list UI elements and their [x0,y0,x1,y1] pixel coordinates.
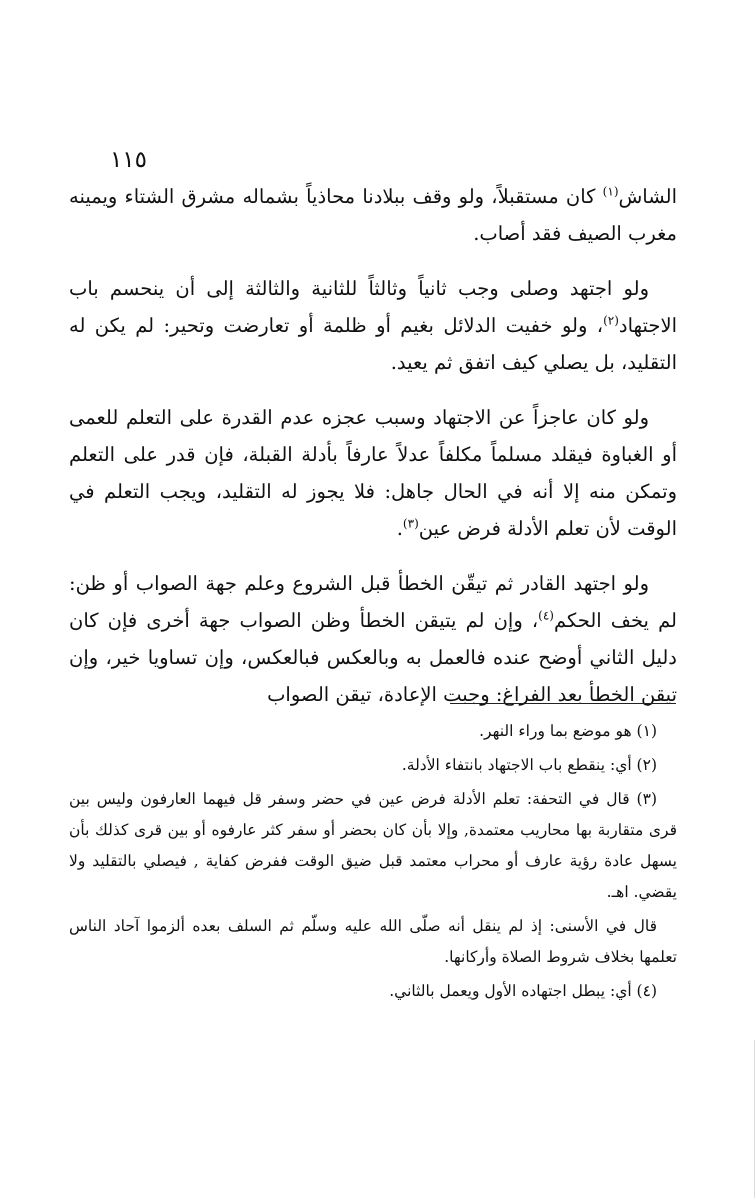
footnote-3: (٣) قال في التحفة: تعلم الأدلة فرض عين في حضر وسفر قل فيهما العارفون وليس بين قرى متقاربة بها محاريب معتمدة, وإلا بأن كان بحضر أو سفر كثر عارفوه أو بين قرى كذلك بأن يسهل عادة رؤية عارف أو محراب معتمد قبل ضيق الوقت ففرض كفاية , فيصلي بالتقليد ولا يقضي. اهـ. [69,790,677,901]
footnote-2: (٢) أي: ينقطع باب الاجتهاد بانتفاء الأدلة. [401,756,657,774]
footnote-marker: (٣) [402,516,419,531]
footnote-1: (١) هو موضع بما وراء النهر. [479,722,657,740]
paragraph-text: ، وإن لم يتيقن الخطأ وظن الصواب جهة أخرى فإن كان دليل الثاني أوضح عنده فالعمل به وبالعكس فبالعكس، وإن تساويا خير، وإن تيقن الخطأ بعد الفراغ: وجبت الإعادة، تيقن الصواب [69,609,677,706]
paragraph-text: الشاش [618,185,677,208]
page-number: ١١٥ [109,147,147,173]
footnote-4: (٤) أي: يبطل اجتهاده الأول ويعمل بالثاني. [389,982,657,1000]
paragraph-text: ولو اجتهد القادر ثم تيقّن الخطأ قبل الشروع وعلم جهة الصواب أو ظن: لم يخف الحكم [69,572,677,632]
paragraph-text: ، ولو خفيت الدلائل بغيم أو ظلمة أو تعارضت وتحير: لم يكن له التقليد، بل يصلي كيف اتفق ثم يعيد. [69,314,677,374]
footnote-marker: (٤) [538,608,554,623]
footnotes [69,716,677,1010]
footnote-marker: (٢) [603,313,619,328]
footnote-3-continuation: قال في الأسنى: إذ لم ينقل أنه صلّى الله عليه وسلّم ثم السلف بعده ألزموا آحاد الناس تعلمها بخلاف شروط الصلاة وأركانها. [69,917,677,966]
paragraph-4 [69,565,677,713]
paragraph-2 [69,270,677,381]
paragraph-text: ولو اجتهد وصلى وجب ثانياً وثالثاً للثانية والثالثة إلى أن ينحسم باب الاجتهاد [69,277,677,337]
paragraph-1 [69,178,677,252]
paragraph-text: . [396,517,403,540]
paragraph-3 [69,399,677,547]
main-text [69,178,677,731]
paragraph-text: كان مستقبلاً، ولو وقف ببلادنا محاذياً بشماله مشرق الشتاء ويمينه مغرب الصيف فقد أصاب. [69,185,677,245]
paragraph-text: ولو كان عاجزاً عن الاجتهاد وسبب عجزه عدم القدرة على التعلم للعمى أو الغباوة فيقلد مسلماً مكلفاً عدلاً عارفاً بأدلة القبلة، فإن قدر على التعلم وتمكن منه إلا أنه في الحال جاهل: فلا يجوز له التقليد، ويجب التعلم في الوقت لأن تعلم الأدلة فرض عين [69,406,677,540]
footnote-marker: (١) [602,184,619,199]
footnote-separator [450,703,676,704]
